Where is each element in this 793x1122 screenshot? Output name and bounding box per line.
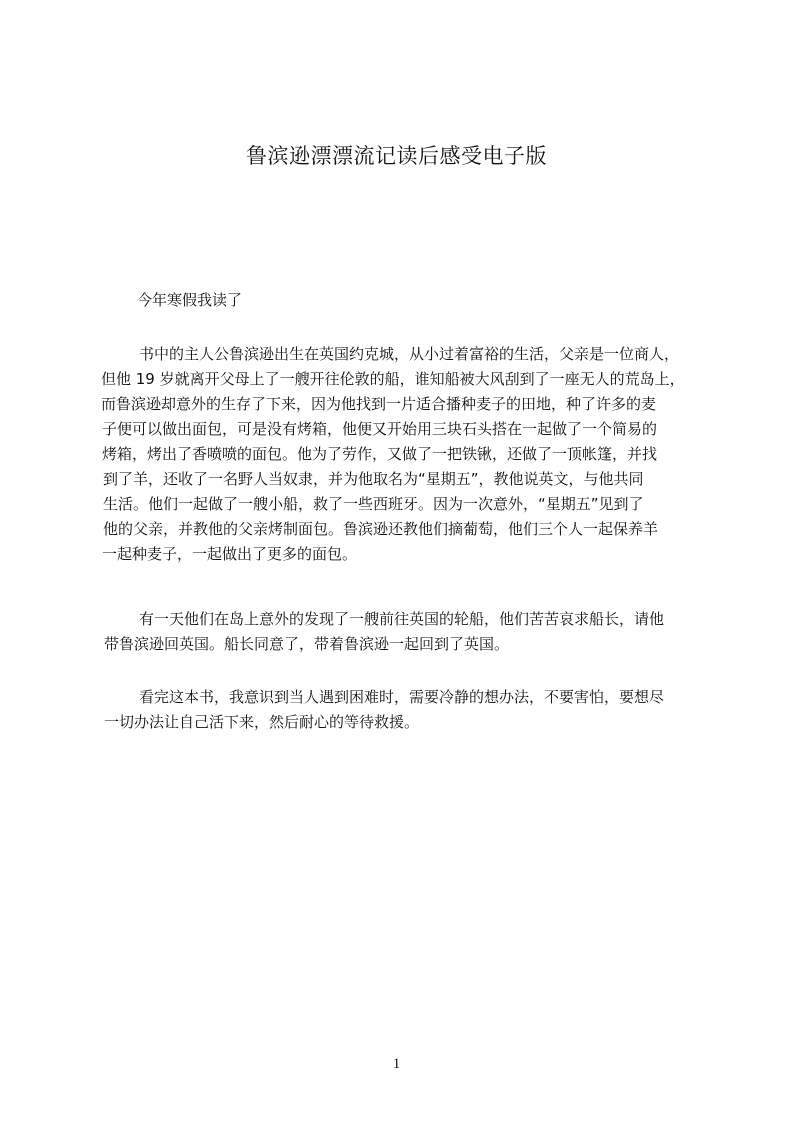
paragraph-summary: [101, 342, 704, 567]
paragraph-line: 一起种麦子，一起做出了更多的面包。: [102, 545, 358, 563]
paragraph-line: 生活。他们一起做了一艘小船，救了一些西班牙。因为一次意外，“星期五”见到了: [103, 495, 644, 513]
paragraph-line: 书中的主人公鲁滨逊出生在英国约克城，从小过着富裕的生活，父亲是一位商人，: [139, 345, 680, 363]
paragraph-line: 有一天他们在岛上意外的发现了一艘前往英国的轮船，他们苦苦哀求船长，请他: [139, 610, 665, 628]
paragraph-line: 烤箱，烤出了香喷喷的面包。他为了劳作，又做了一把铁锹，还做了一顶帐篷，并找: [102, 445, 658, 463]
paragraph-line: 而鲁滨逊却意外的生存了下来，因为他找到一片适合播种麦子的田地，种了许多的麦: [101, 395, 657, 413]
intro-line: 今年寒假我读了: [137, 291, 243, 309]
paragraph-line: 但他 19 岁就离开父母上了一艘开往伦敦的船，谁知船被大风刮到了一座无人的荒岛上，: [101, 370, 685, 388]
paragraph-line: 子便可以做出面包，可是没有烤箱，他便又开始用三块石头搭在一起做了一个简易的: [102, 420, 658, 438]
paragraph-return: [104, 607, 704, 657]
page-title: 鲁滨逊漂漂流记读后感受电子版: [246, 144, 547, 168]
paragraph-line: 一切办法让自己活下来，然后耐心的等待救援。: [104, 713, 420, 731]
paragraph-line: 看完这本书，我意识到当人遇到困难时，需要冷静的想办法，不要害怕，要想尽: [139, 688, 665, 706]
paragraph-line: 到了羊，还收了一名野人当奴隶，并为他取名为“星期五”，教他说英文，与他共同: [103, 470, 644, 488]
paragraph-line: 带鲁滨逊回英国。船长同意了，带着鲁滨逊一起回到了英国。: [104, 635, 510, 653]
paragraph-line: 他的父亲，并教他的父亲烤制面包。鲁滨逊还教他们摘葡萄，他们三个人一起保养羊: [103, 520, 659, 538]
paragraph-reflection: [104, 685, 704, 735]
page-number: 1: [392, 1056, 401, 1072]
